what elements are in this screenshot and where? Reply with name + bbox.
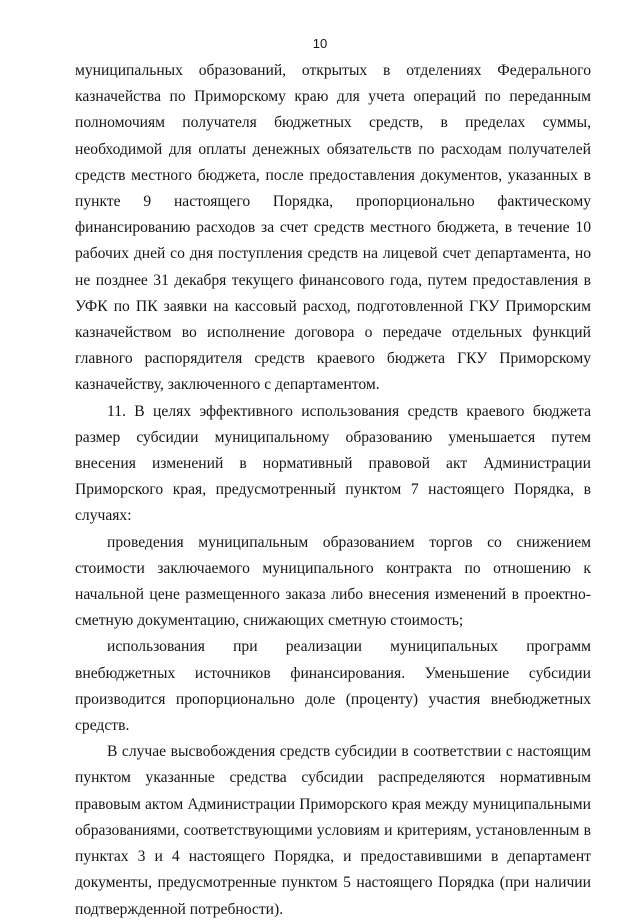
paragraph-case-tenders: проведения муниципальным образованием торгов со снижением стоимости заключаемого муниципального контракта по отношению к начальной цене размещенного заказа либо внесения изменений в проектно-сметную документацию, снижающих сметную стоимость;	[75, 533, 591, 630]
paragraph-continuation: муниципальных образований, открытых в отделениях Федерального казначейства по Приморскому краю для учета операций по переданным полномочиям получателя бюджетных средств, в пределах суммы, необходимой для оплаты денежных обязательств по расходам получателей средств местного бюджета, после предоставления документов, указанных в пункте 9 настоящего Порядка, пропорционально фактическому финансированию расходов за счет средств местного бюджета, в течение 10 рабочих дней со дня поступления средств на лицевой счет департамента, но не позднее 31 декабря текущего финансового года, путем предоставления в УФК по ПК заявки на кассовый расход, подготовленной ГКУ Приморским казначейством во исполнение договора о передаче отдельных функций главного распорядителя средств краевого бюджета ГКУ Приморскому казначейству, заключенного с департаментом.	[75, 62, 591, 394]
page-number: 10	[312, 36, 328, 51]
paragraph-clause-11: 11. В целях эффективного использования средств краевого бюджета размер субсидии муниципальному образованию уменьшается путем внесения изменений в нормативный правовой акт Администрации Приморского края, предусмотренный пунктом 7 настоящего Порядка, в случаях:	[75, 402, 591, 525]
paragraph-redistribution: В случае высвобождения средств субсидии в соответствии с настоящим пунктом указанные средства субсидии распределяются нормативным правовым актом Администрации Приморского края между муниципальными образованиями, соответствующими условиям и критериям, установленным в пунктах 3 и 4 настоящего Порядка, и предоставившими в департамент документы, предусмотренные пунктом 5 настоящего Порядка (при наличии подтвержденной потребности).	[75, 743, 591, 918]
paragraph-case-extrabudgetary: использования при реализации муниципальных программ внебюджетных источников финансирования. Уменьшение субсидии производится пропорционально доле (проценту) участия внебюджетных средств.	[75, 638, 591, 735]
document-body	[75, 58, 591, 923]
